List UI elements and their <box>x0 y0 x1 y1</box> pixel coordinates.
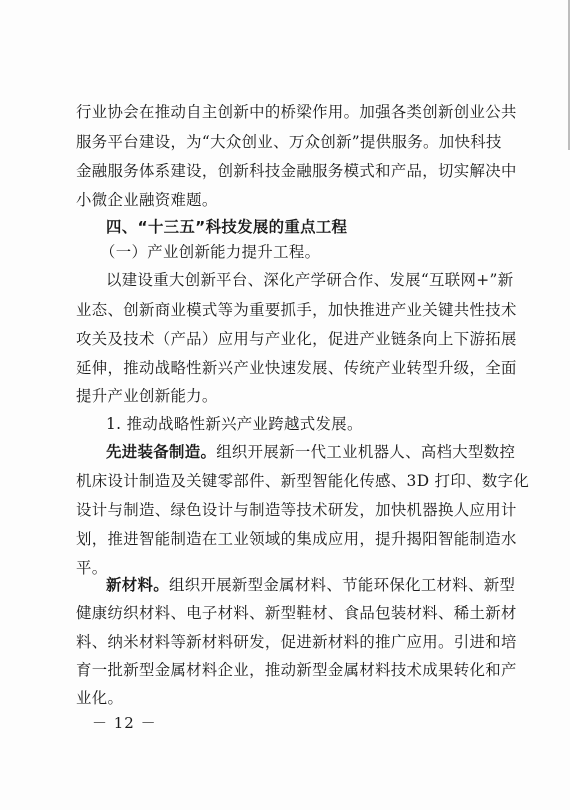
body-line: 划，推进智能制造在工业领域的集成应用，提升揭阳智能制造水 <box>76 530 517 548</box>
body-line: 服务平台建设，为“大众创业、万众创新”提供服务。加快科技 <box>76 133 502 151</box>
paragraph-materials-first-line <box>106 575 515 595</box>
body-line: 业态、创新商业模式等为重要抓手，加快推进产业关键共性技术 <box>76 301 517 319</box>
body-line: 育一批新型金属材料企业，推动新型金属材料技术成果转化和产 <box>76 661 517 679</box>
body-line: 行业协会在推动自主创新中的桥梁作用。加强各类创新创业公共 <box>76 103 517 121</box>
body-line: 料、纳米材料等新材料研发，促进新材料的推广应用。引进和培 <box>76 633 517 651</box>
body-text: 组织开展新型金属材料、节能环保化工材料、新型 <box>168 576 516 594</box>
body-line: 健康纺织材料、电子材料、新型鞋材、食品包装材料、稀土新材 <box>76 604 517 622</box>
page-number: － 12 － <box>92 714 157 732</box>
body-line: 业化。 <box>76 689 124 707</box>
body-line: 以建设重大创新平台、深化产学研合作、发展“互联网+”新 <box>106 271 514 289</box>
body-line: 金融服务体系建设，创新科技金融服务模式和产品，切实解决中 <box>76 162 517 180</box>
body-line: 设计与制造、绿色设计与制造等技术研发，加快机器换人应用计 <box>76 501 517 519</box>
body-line: 攻关及技术（产品）应用与产业化，促进产业链条向上下游拓展 <box>76 330 517 348</box>
paragraph-title-equipment: 先进装备制造。 <box>106 443 217 461</box>
paragraph-equipment-first-line <box>106 442 515 462</box>
body-line: 平。 <box>76 559 108 577</box>
body-line: 机床设计制造及关键零部件、新型智能化传感、3D 打印、数字化 <box>76 472 530 490</box>
body-line: 提升产业创新能力。 <box>76 387 218 405</box>
body-line: 小微企业融资难题。 <box>76 191 218 209</box>
subsection-heading: （一）产业创新能力提升工程。 <box>100 243 321 261</box>
paragraph-title-materials: 新材料。 <box>106 576 169 594</box>
body-line: 延伸，推动战略性新兴产业快速发展、传统产业转型升级，全面 <box>76 359 517 377</box>
item-heading: 1. 推动战略性新兴产业跨越式发展。 <box>106 415 363 433</box>
body-text: 组织开展新一代工业机器人、高档大型数控 <box>216 443 516 461</box>
section-heading: 四、“十三五”科技发展的重点工程 <box>106 218 348 236</box>
